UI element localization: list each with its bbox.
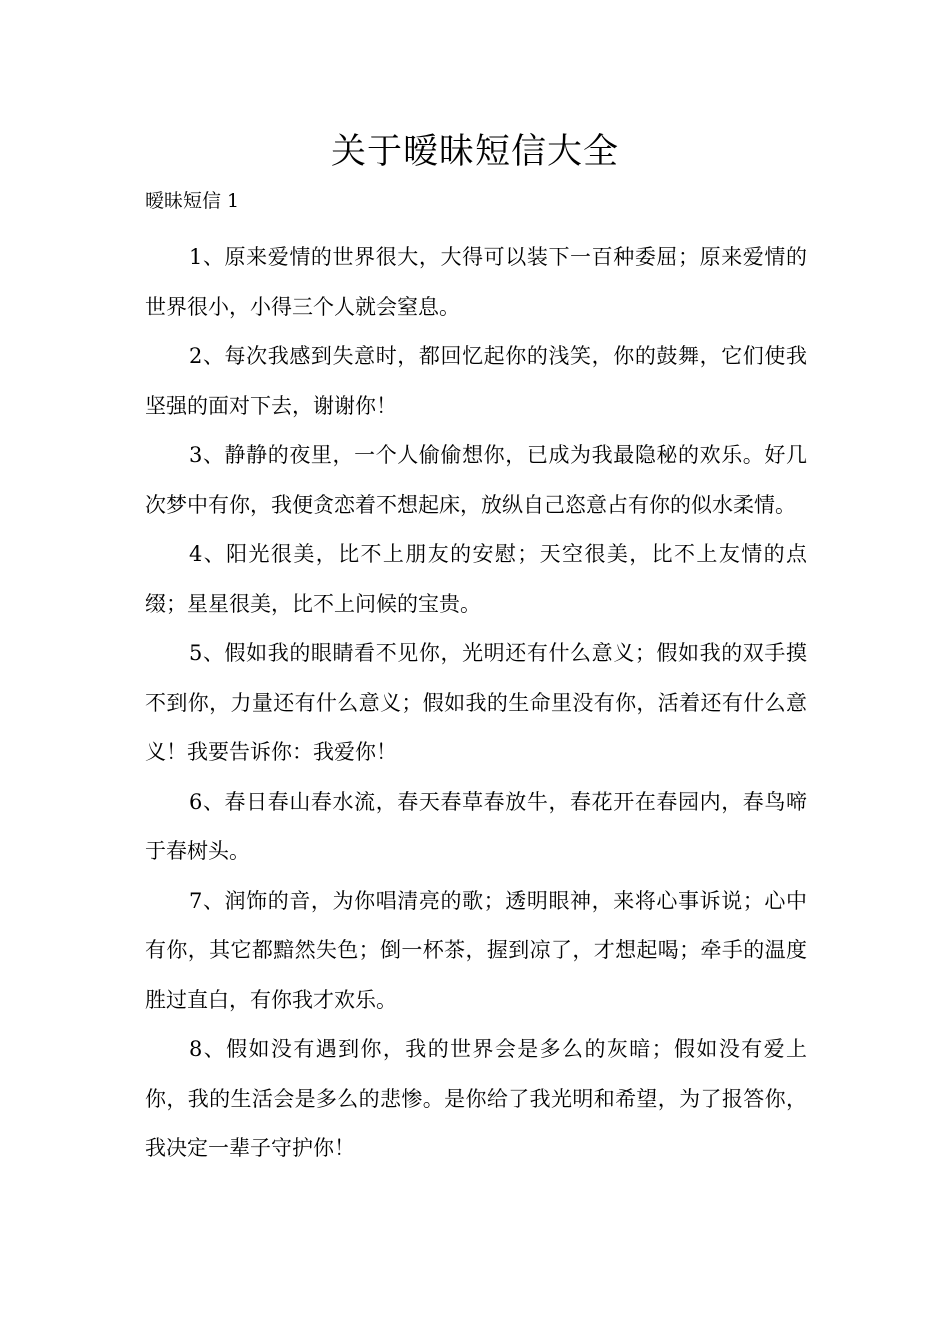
message-paragraph-7: 7、润饰的音，为你唱清亮的歌；透明眼神，来将心事诉说；心中有你，其它都黯然失色；倒一杯茶，握到凉了，才想起喝；牵手的温度胜过直白，有你我才欢乐。 xyxy=(145,888,807,1012)
message-paragraph-8: 8、假如没有遇到你，我的世界会是多么的灰暗；假如没有爱上你，我的生活会是多么的悲惨。是你给了我光明和希望，为了报答你，我决定一辈子守护你！ xyxy=(145,1037,807,1160)
message-paragraph-5: 5、假如我的眼睛看不见你，光明还有什么意义；假如我的双手摸不到你，力量还有什么意义；假如我的生命里没有你，活着还有什么意义！我要告诉你：我爱你！ xyxy=(145,641,807,764)
message-paragraph-6: 6、春日春山春水流，春天春草春放牛，春花开在春园内，春鸟啼于春树头。 xyxy=(145,789,807,863)
page-title: 关于暧昧短信大全 xyxy=(330,132,619,172)
message-paragraph-2: 2、每次我感到失意时，都回忆起你的浅笑，你的鼓舞，它们使我坚强的面对下去，谢谢你！ xyxy=(145,344,807,418)
message-paragraph-1: 1、原来爱情的世界很大，大得可以装下一百种委屈；原来爱情的世界很小，小得三个人就会窒息。 xyxy=(145,245,807,319)
message-list xyxy=(145,233,807,1174)
message-paragraph-3: 3、静静的夜里，一个人偷偷想你，已成为我最隐秘的欢乐。好几次梦中有你，我便贪恋着不想起床，放纵自己恣意占有你的似水柔情。 xyxy=(145,443,807,517)
message-paragraph-4: 4、阳光很美，比不上朋友的安慰；天空很美，比不上友情的点缀；星星很美，比不上问候的宝贵。 xyxy=(145,542,807,616)
section-heading: 暧昧短信 1 xyxy=(145,190,240,212)
